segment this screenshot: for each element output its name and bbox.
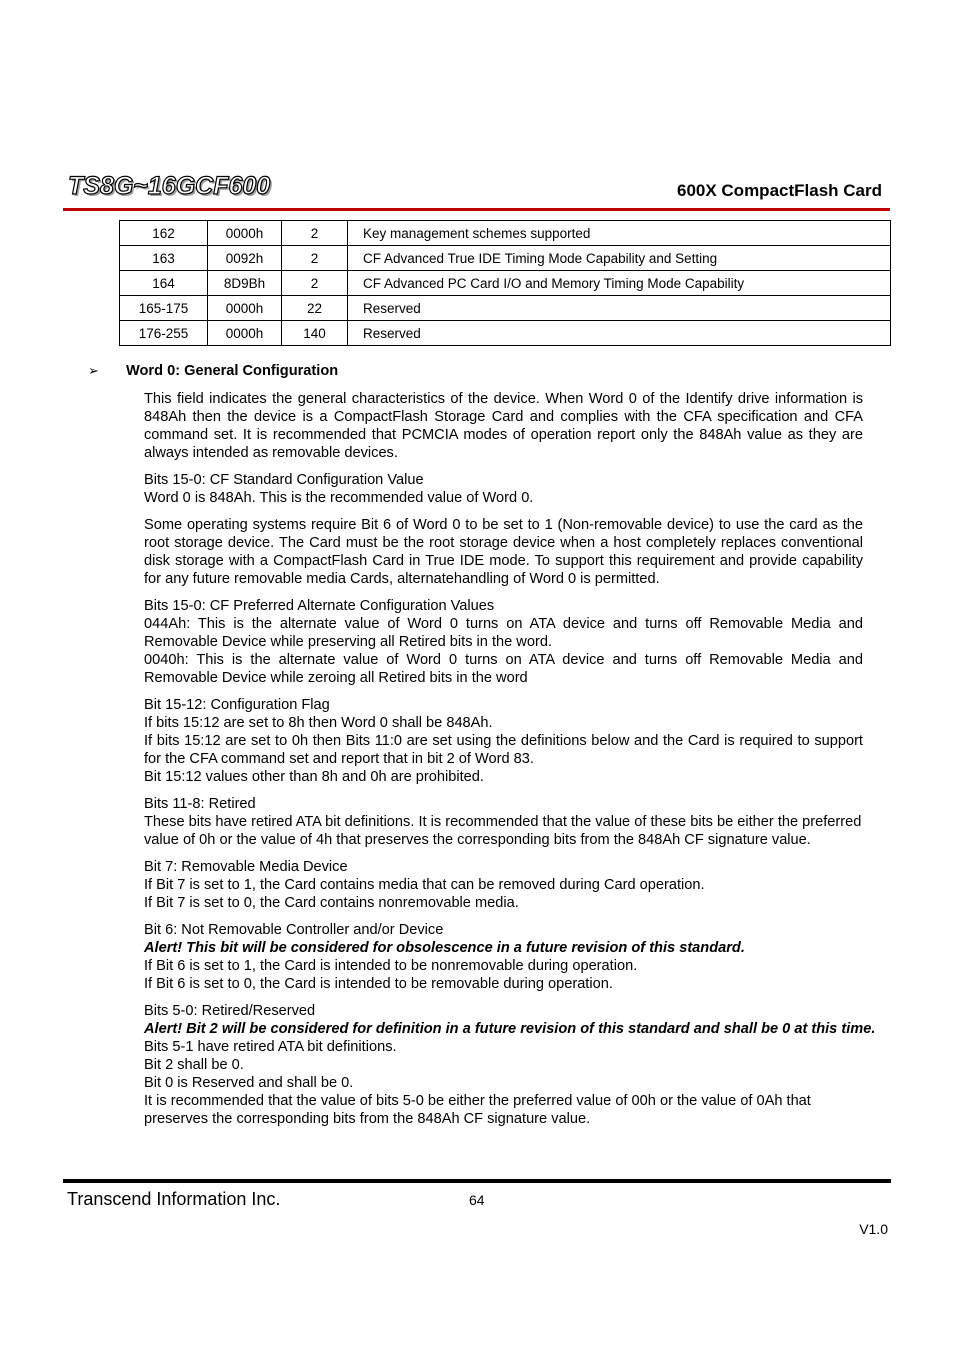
section-body — [144, 362, 876, 1137]
table-row — [120, 296, 891, 321]
header-divider — [63, 208, 890, 211]
config-flag-line-2: If bits 15:12 are set to 0h then Bits 11:0 are set using the definitions below and the Card is required to support for the CFA command set and report that in bit 2 of Word 83. — [144, 733, 863, 767]
table-row — [120, 221, 891, 246]
bit2-text: Bit 2 shall be 0. — [144, 1057, 244, 1073]
bit7-clear-text: If Bit 7 is set to 0, the Card contains nonremovable media. — [144, 895, 519, 911]
default-value-cell: 8D9Bh — [208, 271, 282, 296]
config-flag-line-1: If bits 15:12 are set to 8h then Word 0 shall be 848Ah. — [144, 715, 493, 731]
bit7-heading: Bit 7: Removable Media Device — [144, 859, 348, 875]
bit6-heading: Bit 6: Not Removable Controller and/or Device — [144, 922, 444, 938]
bit7-set-text: If Bit 7 is set to 1, the Card contains media that can be removed during Card operation. — [144, 877, 705, 893]
table-row — [120, 271, 891, 296]
word-cell: 164 — [120, 271, 208, 296]
bit0-text: Bit 0 is Reserved and shall be 0. — [144, 1075, 354, 1091]
footer-divider — [63, 1179, 891, 1183]
identify-word-table — [119, 220, 891, 346]
data-field-cell: CF Advanced PC Card I/O and Memory Timing Mode Capability — [348, 271, 891, 296]
word-cell: 163 — [120, 246, 208, 271]
retired-heading: Bits 11-8: Retired — [144, 796, 256, 812]
section-heading: Word 0: General Configuration — [126, 363, 339, 379]
default-value-cell: 0092h — [208, 246, 282, 271]
bits5-0-recommendation: It is recommended that the value of bits 5-0 be either the preferred value of 00h or the value of 0Ah that preserves the corresponding bits from the 848Ah CF signature value. — [144, 1093, 811, 1127]
data-field-cell: Key management schemes supported — [348, 221, 891, 246]
document-subtitle: 600X CompactFlash Card — [676, 181, 882, 200]
bit6-set-text: If Bit 6 is set to 1, the Card is intended to be nonremovable during operation. — [144, 958, 638, 974]
document-version: V1.0 — [859, 1221, 888, 1237]
arrow-bullet-icon: ➢ — [88, 363, 99, 378]
alt-044ah-text: 044Ah: This is the alternate value of Word 0 turns on ATA device and turns off Removable Media and Removable Device while preserving all Retired bits in the word. — [144, 616, 863, 650]
bits5-0-heading: Bits 5-0: Retired/Reserved — [144, 1003, 316, 1019]
bit6-clear-text: If Bit 6 is set to 0, the Card is intended to be removable during operation. — [144, 976, 613, 992]
std-config-block — [144, 471, 863, 507]
intro-paragraph: This field indicates the general characteristics of the device. When Word 0 of the Identify drive information is 848Ah then the device is a CompactFlash Storage Card and complies with the CFA specification and CFA command set. It is recommended that PCMCIA modes of operation report only the 848Ah value as they are always intended as removable devices. — [144, 391, 863, 461]
config-flag-heading: Bit 15-12: Configuration Flag — [144, 697, 330, 713]
total-bytes-cell: 2 — [282, 246, 348, 271]
footer-company: Transcend Information Inc. — [67, 1189, 281, 1209]
alt-config-heading: Bits 15-0: CF Preferred Alternate Configuration Values — [144, 598, 495, 614]
total-bytes-cell: 22 — [282, 296, 348, 321]
default-value-cell: 0000h — [208, 296, 282, 321]
bits5-0-alert: Alert! Bit 2 will be considered for definition in a future revision of this standard and shall be 0 at this time. — [144, 1021, 876, 1037]
word-cell: 165-175 — [120, 296, 208, 321]
document-title: TS8G~16GCF600 — [68, 172, 271, 200]
retired-block — [144, 795, 863, 849]
data-field-cell: Reserved — [348, 296, 891, 321]
default-value-cell: 0000h — [208, 321, 282, 346]
total-bytes-cell: 2 — [282, 221, 348, 246]
os-note-paragraph: Some operating systems require Bit 6 of Word 0 to be set to 1 (Non-removable device) to use the card as the root storage device. The Card must be the root storage device when a host completely replaces conventional disk storage with a CompactFlash Card in True IDE mode. To support this requirement and provide capability for any future removable media Cards, alternatehandling of Word 0 is permitted. — [144, 517, 863, 587]
table-row — [120, 246, 891, 271]
alt-config-block — [144, 597, 863, 687]
data-field-cell: CF Advanced True IDE Timing Mode Capability and Setting — [348, 246, 891, 271]
retired-text: These bits have retired ATA bit definitions. It is recommended that the value of these bits be either the preferred value of 0h or the value of 4h that preserves the corresponding bits from the 848Ah CF signature value. — [144, 814, 862, 848]
data-field-cell: Reserved — [348, 321, 891, 346]
page-number: 64 — [469, 1192, 485, 1208]
bit6-alert: Alert! This bit will be considered for obsolescence in a future revision of this standard. — [144, 940, 745, 956]
word-cell: 162 — [120, 221, 208, 246]
default-value-cell: 0000h — [208, 221, 282, 246]
std-config-heading: Bits 15-0: CF Standard Configuration Value — [144, 472, 424, 488]
total-bytes-cell: 140 — [282, 321, 348, 346]
table-row — [120, 321, 891, 346]
config-flag-line-3: Bit 15:12 values other than 8h and 0h are prohibited. — [144, 769, 484, 785]
bits5-1-text: Bits 5-1 have retired ATA bit definitions. — [144, 1039, 397, 1055]
total-bytes-cell: 2 — [282, 271, 348, 296]
bit6-block — [144, 921, 863, 993]
bit7-block — [144, 858, 863, 912]
config-flag-block — [144, 696, 863, 786]
std-config-text: Word 0 is 848Ah. This is the recommended value of Word 0. — [144, 490, 534, 506]
word-cell: 176-255 — [120, 321, 208, 346]
bits5-0-block — [144, 1002, 876, 1128]
alt-0040h-text: 0040h: This is the alternate value of Word 0 turns on ATA device and turns off Removable Media and Removable Device while zeroing all Retired bits in the word — [144, 652, 863, 686]
